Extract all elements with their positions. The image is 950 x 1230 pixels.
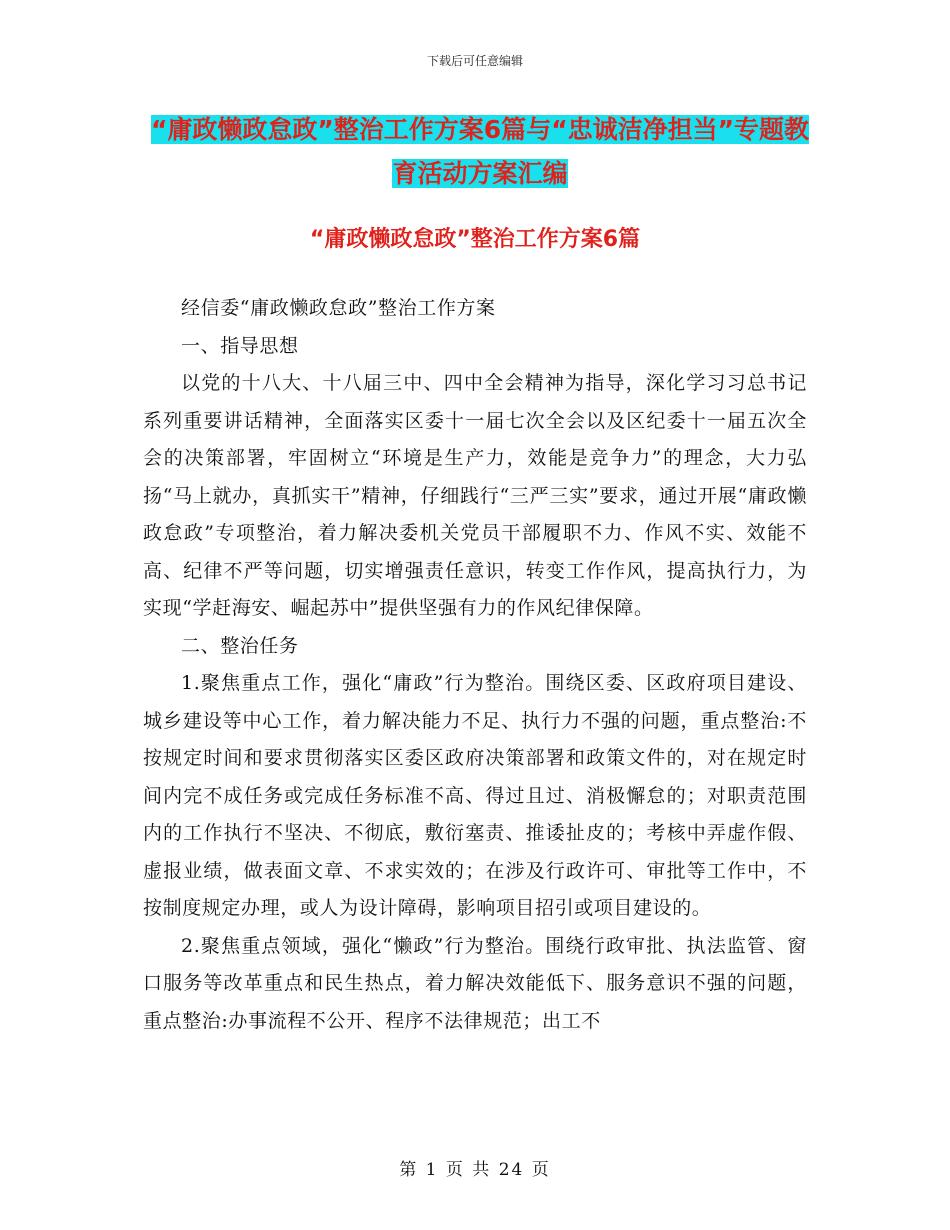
page-footer: 第 1 页 共 24 页 — [399, 1160, 551, 1180]
main-title — [150, 108, 810, 196]
paragraph: 经信委“庸政懒政怠政”整治工作方案 — [181, 297, 496, 319]
section-title: “庸政懒政怠政”整治工作方案6篇 — [309, 227, 641, 252]
paragraph: 2.聚焦重点领域，强化“懒政”行为整治。围绕行政审批、执法监管、窗口服务等改革重点和民生热点，着力解决效能低下、服务意识不强的问题，重点整治:办事流程不公开、程序不法律规范；出工不 — [143, 934, 807, 1032]
paragraph: 二、整治任务 — [181, 634, 299, 657]
header-note: 下载后可任意编辑 — [426, 54, 523, 68]
body-text — [143, 290, 807, 1040]
paragraph: 一、指导思想 — [181, 334, 299, 357]
paragraph: 以党的十八大、十八届三中、四中全会精神为指导，深化学习习总书记系列重要讲话精神，全面落实区委十一届七次全会以及区纪委十一届五次全会的决策部署，牢固树立“环境是生产力，效能是竞争力”的理念，大力弘扬“马上就办，真抓实干”精神，仔细践行“三严三实”要求，通过开展“庸政懒政怠政”专项整治，着力解决委机关党员干部履职不力、作风不实、效能不高、纪律不严等问题，切实增强责任意识，转变工作作风，提高执行力，为实现“学赶海安、崛起苏中”提供坚强有力的作风纪律保障。 — [143, 372, 807, 619]
main-title-text: “庸政懒政怠政”整治工作方案6篇与“忠诚洁净担当”专题教育活动方案汇编 — [150, 115, 810, 188]
paragraph: 1.聚焦重点工作，强化“庸政”行为整治。围绕区委、区政府项目建设、城乡建设等中心工作，着力解决能力不足、执行力不强的问题，重点整治:不按规定时间和要求贯彻落实区委区政府决策部署和政策文件的，对在规定时间内完不成任务或完成任务标准不高、得过且过、消极懈怠的；对职责范围内的工作执行不坚决、不彻底，敷衍塞责、推诿扯皮的；考核中弄虚作假、虚报业绩，做表面文章、不求实效的；在涉及行政许可、审批等工作中，不按制度规定办理，或人为设计障碍，影响项目招引或项目建设的。 — [143, 672, 807, 919]
